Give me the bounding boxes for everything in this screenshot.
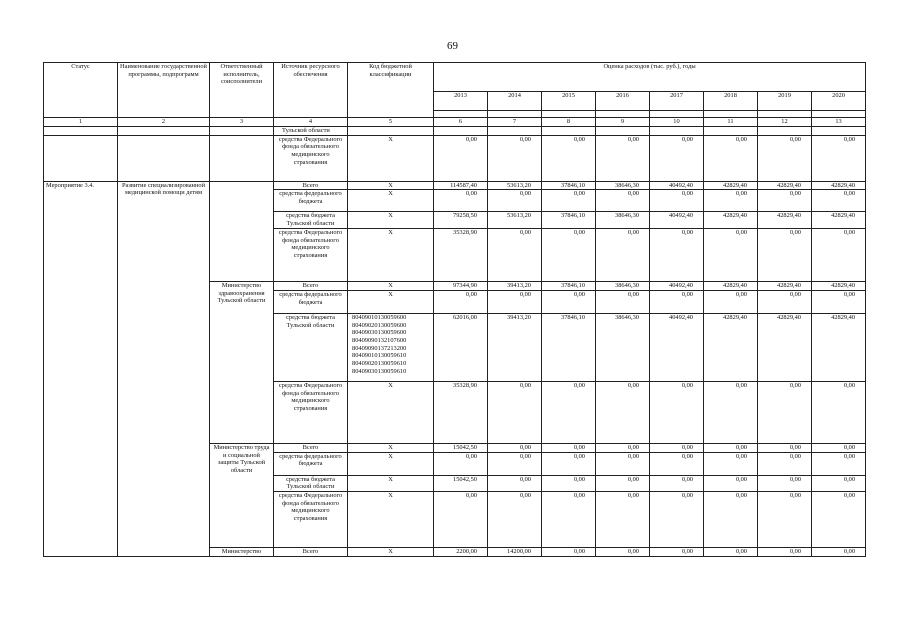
value-cell: 0,00 bbox=[758, 135, 812, 181]
source-cell: средства Федерального фонда обязательного медицинского страхования bbox=[274, 228, 348, 281]
value-cell: 0,00 bbox=[758, 491, 812, 547]
value-cell: 0,00 bbox=[596, 381, 650, 443]
value-cell: 0,00 bbox=[596, 491, 650, 547]
header-status: Статус bbox=[44, 63, 118, 118]
column-number: 10 bbox=[650, 118, 704, 127]
value-cell: 0,00 bbox=[650, 381, 704, 443]
header-budget-code: Код бюджетной классификации bbox=[348, 63, 434, 118]
empty-cell bbox=[758, 126, 812, 135]
value-cell: 42829,40 bbox=[812, 181, 866, 190]
value-cell: 0,00 bbox=[542, 290, 596, 313]
program-cell bbox=[118, 126, 210, 135]
value-cell: 0,00 bbox=[542, 135, 596, 181]
executor-cell: Министерство здравоохранения Тульской области bbox=[210, 281, 274, 443]
value-cell: 42829,40 bbox=[812, 313, 866, 381]
value-cell: 0,00 bbox=[812, 135, 866, 181]
value-cell: 0,00 bbox=[650, 228, 704, 281]
value-cell: 114587,40 bbox=[434, 181, 488, 190]
value-cell: 0,00 bbox=[596, 290, 650, 313]
value-cell: 0,00 bbox=[704, 443, 758, 452]
value-cell: 62016,00 bbox=[434, 313, 488, 381]
header-year: 2019 bbox=[758, 92, 812, 111]
value-cell: 14200,00 bbox=[488, 547, 542, 556]
value-cell: 0,00 bbox=[596, 135, 650, 181]
value-cell: 42829,40 bbox=[704, 281, 758, 290]
executor-cell bbox=[210, 181, 274, 281]
value-cell: 40492,40 bbox=[650, 181, 704, 190]
value-cell: 0,00 bbox=[812, 547, 866, 556]
source-cell: средства бюджета Тульской области bbox=[274, 313, 348, 381]
value-cell: 0,00 bbox=[704, 290, 758, 313]
value-cell: 38646,30 bbox=[596, 281, 650, 290]
value-cell: 0,00 bbox=[596, 547, 650, 556]
header-year: 2013 bbox=[434, 92, 488, 111]
value-cell: 0,00 bbox=[488, 491, 542, 547]
source-cell: Всего bbox=[274, 547, 348, 556]
column-number: 12 bbox=[758, 118, 812, 127]
source-cell: Всего bbox=[274, 181, 348, 190]
value-cell: 42829,40 bbox=[758, 281, 812, 290]
value-cell: 42829,40 bbox=[758, 181, 812, 190]
header-year: 2020 bbox=[812, 92, 866, 111]
table-row bbox=[44, 181, 866, 190]
value-cell: 0,00 bbox=[542, 547, 596, 556]
source-cell: средства федерального бюджета bbox=[274, 290, 348, 313]
value-cell: 37846,10 bbox=[542, 313, 596, 381]
budget-code-cell: Х bbox=[348, 135, 434, 181]
executor-cell: Министерство bbox=[210, 547, 274, 556]
column-number: 11 bbox=[704, 118, 758, 127]
value-cell: 0,00 bbox=[542, 190, 596, 212]
value-cell: 0,00 bbox=[812, 443, 866, 452]
table-row bbox=[44, 135, 866, 181]
header-source: Источник ресурсного обеспечения bbox=[274, 63, 348, 118]
value-cell: 0,00 bbox=[542, 491, 596, 547]
value-cell: 0,00 bbox=[488, 452, 542, 475]
empty-cell bbox=[542, 126, 596, 135]
column-number: 3 bbox=[210, 118, 274, 127]
value-cell: 0,00 bbox=[704, 135, 758, 181]
empty-cell bbox=[704, 126, 758, 135]
value-cell: 0,00 bbox=[704, 381, 758, 443]
source-cell: средства бюджета Тульской области bbox=[274, 475, 348, 491]
column-number: 2 bbox=[118, 118, 210, 127]
value-cell: 0,00 bbox=[812, 290, 866, 313]
value-cell: 37846,10 bbox=[542, 281, 596, 290]
value-cell: 0,00 bbox=[596, 443, 650, 452]
source-cell: Всего bbox=[274, 443, 348, 452]
value-cell: 38646,30 bbox=[596, 181, 650, 190]
column-number-row bbox=[44, 118, 866, 127]
value-cell: 0,00 bbox=[812, 452, 866, 475]
value-cell: 0,00 bbox=[488, 290, 542, 313]
value-cell: 0,00 bbox=[812, 475, 866, 491]
budget-code-cell: Х bbox=[348, 212, 434, 228]
event-status: Мероприятие 3.4. bbox=[44, 181, 118, 556]
value-cell: 0,00 bbox=[704, 547, 758, 556]
budget-code-cell: Х bbox=[348, 228, 434, 281]
table-row bbox=[44, 126, 866, 135]
value-cell: 0,00 bbox=[542, 228, 596, 281]
empty-cell bbox=[812, 126, 866, 135]
value-cell: 40492,40 bbox=[650, 281, 704, 290]
value-cell: 15042,50 bbox=[434, 443, 488, 452]
source-cell: средства федерального бюджета bbox=[274, 452, 348, 475]
value-cell: 0,00 bbox=[704, 228, 758, 281]
value-cell: 0,00 bbox=[758, 452, 812, 475]
budget-code-cell: Х bbox=[348, 475, 434, 491]
value-cell: 0,00 bbox=[542, 443, 596, 452]
value-cell: 39413,20 bbox=[488, 313, 542, 381]
budget-code-cell: Х bbox=[348, 281, 434, 290]
value-cell: 0,00 bbox=[434, 290, 488, 313]
value-cell: 40492,40 bbox=[650, 212, 704, 228]
column-number: 1 bbox=[44, 118, 118, 127]
value-cell: 0,00 bbox=[650, 547, 704, 556]
value-cell: 37846,10 bbox=[542, 181, 596, 190]
budget-table bbox=[43, 62, 866, 557]
value-cell: 39413,20 bbox=[488, 281, 542, 290]
value-cell: 0,00 bbox=[812, 190, 866, 212]
value-cell: 0,00 bbox=[704, 190, 758, 212]
source-cell: Всего bbox=[274, 281, 348, 290]
value-cell: 42829,40 bbox=[758, 313, 812, 381]
value-cell: 42829,40 bbox=[812, 281, 866, 290]
empty-cell bbox=[348, 126, 434, 135]
value-cell: 2200,00 bbox=[434, 547, 488, 556]
header-expense-estimate: Оценка расходов (тыс. руб.), годы bbox=[434, 63, 866, 92]
value-cell: 0,00 bbox=[758, 381, 812, 443]
program-cell bbox=[118, 135, 210, 181]
value-cell: 0,00 bbox=[650, 452, 704, 475]
value-cell: 0,00 bbox=[434, 452, 488, 475]
value-cell: 42829,40 bbox=[704, 181, 758, 190]
value-cell: 0,00 bbox=[758, 228, 812, 281]
header-year: 2017 bbox=[650, 92, 704, 111]
header-year: 2015 bbox=[542, 92, 596, 111]
budget-code-cell: Х bbox=[348, 181, 434, 190]
executor-cell: Министерство труда и социальной защиты Тульской области bbox=[210, 443, 274, 547]
value-cell: 0,00 bbox=[488, 475, 542, 491]
column-number: 8 bbox=[542, 118, 596, 127]
value-cell: 0,00 bbox=[812, 228, 866, 281]
value-cell: 38646,30 bbox=[596, 313, 650, 381]
value-cell: 38646,30 bbox=[596, 212, 650, 228]
page-number: 69 bbox=[447, 40, 458, 52]
value-cell: 0,00 bbox=[758, 190, 812, 212]
header-year: 2014 bbox=[488, 92, 542, 111]
value-cell: 35328,90 bbox=[434, 228, 488, 281]
budget-code-cell: Х bbox=[348, 452, 434, 475]
source-cell: средства Федерального фонда обязательного медицинского страхования bbox=[274, 491, 348, 547]
executor-cell bbox=[210, 135, 274, 181]
value-cell: 0,00 bbox=[650, 443, 704, 452]
status-cell bbox=[44, 135, 118, 181]
column-number: 7 bbox=[488, 118, 542, 127]
value-cell: 0,00 bbox=[488, 190, 542, 212]
budget-code-cell: Х bbox=[348, 547, 434, 556]
value-cell: 0,00 bbox=[812, 491, 866, 547]
value-cell: 53613,20 bbox=[488, 181, 542, 190]
executor-cell bbox=[210, 126, 274, 135]
header-year: 2016 bbox=[596, 92, 650, 111]
value-cell: 35328,90 bbox=[434, 381, 488, 443]
value-cell: 42829,40 bbox=[758, 212, 812, 228]
value-cell: 0,00 bbox=[650, 491, 704, 547]
value-cell: 0,00 bbox=[488, 381, 542, 443]
value-cell: 0,00 bbox=[542, 475, 596, 491]
header-executor: Ответственный исполнитель, соисполнители bbox=[210, 63, 274, 118]
header-program-name: Наименование государственной программы, подпрограмм bbox=[118, 63, 210, 118]
column-number: 6 bbox=[434, 118, 488, 127]
column-number: 5 bbox=[348, 118, 434, 127]
budget-code-cell: Х bbox=[348, 491, 434, 547]
event-name: Развитие специализированной медицинской помощи детям bbox=[118, 181, 210, 556]
value-cell: 0,00 bbox=[650, 190, 704, 212]
source-cell: средства бюджета Тульской области bbox=[274, 212, 348, 228]
value-cell: 0,00 bbox=[488, 443, 542, 452]
value-cell: 0,00 bbox=[704, 491, 758, 547]
value-cell: 0,00 bbox=[758, 547, 812, 556]
value-cell: 0,00 bbox=[758, 475, 812, 491]
value-cell: 37846,10 bbox=[542, 212, 596, 228]
budget-code-cell: Х bbox=[348, 443, 434, 452]
value-cell: 0,00 bbox=[542, 381, 596, 443]
budget-code-cell: Х bbox=[348, 290, 434, 313]
value-cell: 42829,40 bbox=[704, 212, 758, 228]
value-cell: 0,00 bbox=[758, 290, 812, 313]
value-cell: 42829,40 bbox=[704, 313, 758, 381]
value-cell: 0,00 bbox=[704, 475, 758, 491]
value-cell: 0,00 bbox=[542, 452, 596, 475]
column-number: 4 bbox=[274, 118, 348, 127]
column-number: 13 bbox=[812, 118, 866, 127]
value-cell: 79258,50 bbox=[434, 212, 488, 228]
value-cell: 0,00 bbox=[488, 228, 542, 281]
value-cell: 0,00 bbox=[596, 190, 650, 212]
value-cell: 0,00 bbox=[758, 443, 812, 452]
value-cell: 42829,40 bbox=[812, 212, 866, 228]
empty-cell bbox=[650, 126, 704, 135]
budget-code-cell: Х bbox=[348, 190, 434, 212]
value-cell: 0,00 bbox=[596, 475, 650, 491]
source-cell: средства Федерального фонда обязательного медицинского страхования bbox=[274, 135, 348, 181]
value-cell: 97344,90 bbox=[434, 281, 488, 290]
empty-cell bbox=[488, 126, 542, 135]
value-cell: 0,00 bbox=[650, 135, 704, 181]
budget-code-cell: Х bbox=[348, 381, 434, 443]
value-cell: 0,00 bbox=[434, 135, 488, 181]
value-cell: 0,00 bbox=[650, 290, 704, 313]
value-cell: 0,00 bbox=[704, 452, 758, 475]
header-year: 2018 bbox=[704, 92, 758, 111]
value-cell: 0,00 bbox=[812, 381, 866, 443]
source-cell: Тульской области bbox=[274, 126, 348, 135]
empty-cell bbox=[596, 126, 650, 135]
budget-code-cell: 80409010130059600 80409020130059600 80409030130059600 80409090132107600 80409090137213200 80409010130059610 80409020130059610 80409030130059610 bbox=[348, 313, 434, 381]
source-cell: средства федерального бюджета bbox=[274, 190, 348, 212]
value-cell: 0,00 bbox=[434, 491, 488, 547]
value-cell: 0,00 bbox=[596, 452, 650, 475]
column-number: 9 bbox=[596, 118, 650, 127]
status-cell bbox=[44, 126, 118, 135]
value-cell: 0,00 bbox=[434, 190, 488, 212]
value-cell: 53613,20 bbox=[488, 212, 542, 228]
value-cell: 0,00 bbox=[488, 135, 542, 181]
empty-cell bbox=[434, 126, 488, 135]
value-cell: 40492,40 bbox=[650, 313, 704, 381]
value-cell: 15042,50 bbox=[434, 475, 488, 491]
value-cell: 0,00 bbox=[650, 475, 704, 491]
source-cell: средства Федерального фонда обязательного медицинского страхования bbox=[274, 381, 348, 443]
value-cell: 0,00 bbox=[596, 228, 650, 281]
